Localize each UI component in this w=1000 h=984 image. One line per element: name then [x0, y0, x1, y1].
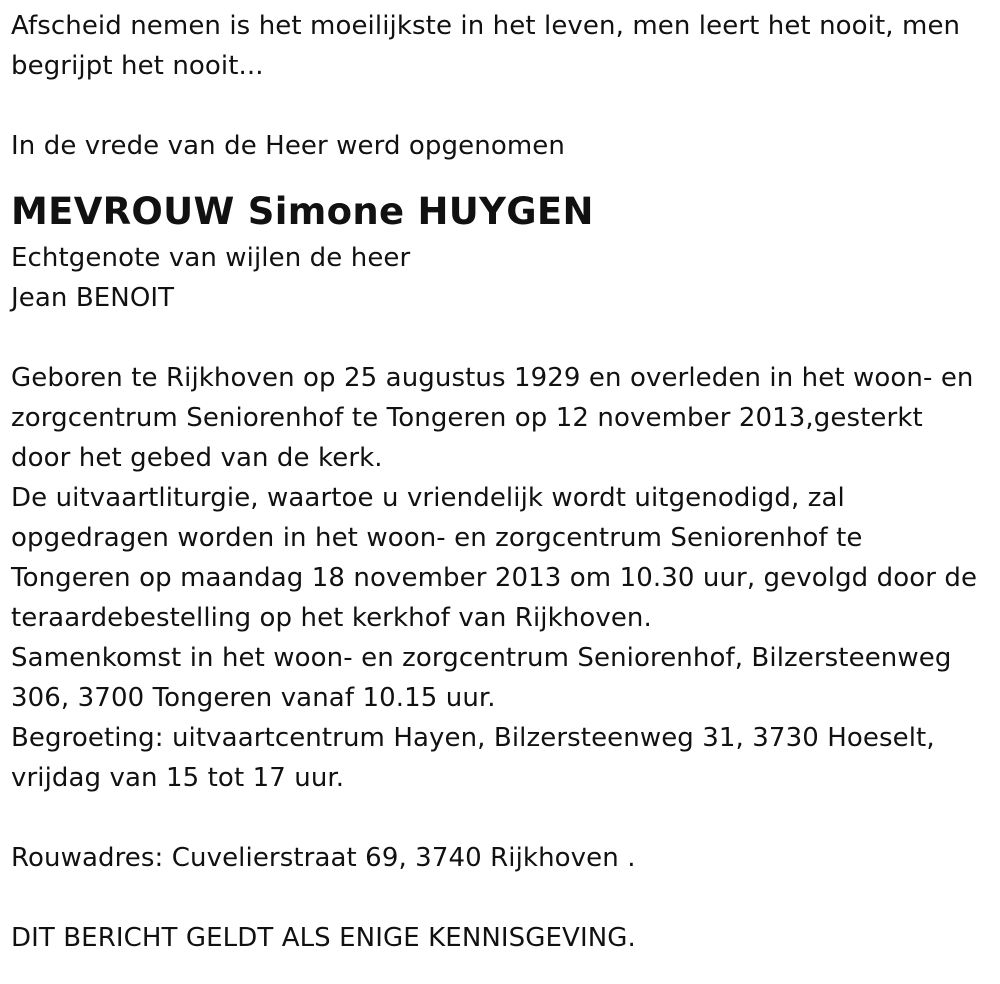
opening-quote-line-1: Afscheid nemen is het moeilijkste in het leven, men leert het nooit, men [11, 11, 961, 41]
details-line: opgedragen worden in het woon- en zorgcentrum Seniorenhof te [11, 523, 863, 553]
deceased-name: MEVROUW Simone HUYGEN [11, 190, 594, 233]
spacer [11, 878, 991, 918]
spouse-line-1: Echtgenote van wijlen de heer [11, 243, 411, 273]
spacer [11, 318, 991, 358]
details-line: De uitvaartliturgie, waartoe u vriendelijk wordt uitgenodigd, zal [11, 483, 845, 513]
intro-text: In de vrede van de Heer werd opgenomen [11, 131, 565, 161]
spouse-line-2: Jean BENOIT [11, 283, 175, 313]
obituary-notice [11, 6, 991, 958]
details-line: door het gebed van de kerk. [11, 443, 383, 473]
spacer [11, 86, 991, 126]
details-line: Begroeting: uitvaartcentrum Hayen, Bilzersteenweg 31, 3730 Hoeselt, [11, 723, 935, 753]
details-line: vrijdag van 15 tot 17 uur. [11, 763, 345, 793]
details-line: teraardebestelling op het kerkhof van Rijkhoven. [11, 603, 652, 633]
opening-quote-line-2: begrijpt het nooit... [11, 51, 264, 81]
details-line: Tongeren op maandag 18 november 2013 om 10.30 uur, gevolgd door de [11, 563, 978, 593]
sole-notice: DIT BERICHT GELDT ALS ENIGE KENNISGEVING. [11, 923, 636, 953]
details-line: zorgcentrum Seniorenhof te Tongeren op 12 november 2013,gesterkt [11, 403, 923, 433]
details-line: Geboren te Rijkhoven op 25 augustus 1929 en overleden in het woon- en [11, 363, 974, 393]
mourning-address: Rouwadres: Cuvelierstraat 69, 3740 Rijkhoven . [11, 843, 636, 873]
details-line: Samenkomst in het woon- en zorgcentrum Seniorenhof, Bilzersteenweg [11, 643, 952, 673]
spacer [11, 798, 991, 838]
details-line: 306, 3700 Tongeren vanaf 10.15 uur. [11, 683, 496, 713]
